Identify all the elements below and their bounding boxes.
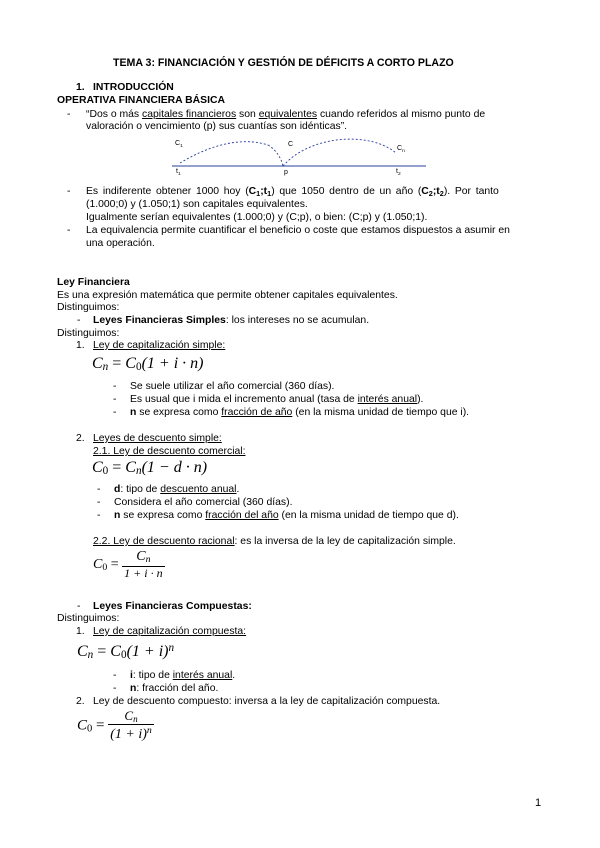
bullet-dash: - (113, 394, 117, 405)
bullet-dash: - (77, 315, 81, 326)
diagram-label-cn: $C_n$ (397, 145, 405, 154)
diagram-label-t1: $t_1$ (176, 168, 181, 177)
page-number: 1 (535, 797, 542, 809)
distinguimos-label: Distinguimos: (57, 613, 120, 624)
equivalence-use-line2: una operación. (86, 238, 155, 249)
cc-note-2: n: fracción del año. (130, 683, 219, 694)
list-number: 1. (76, 340, 85, 351)
bullet-dash: - (113, 670, 117, 681)
equivalence-use-line1: La equivalencia permite cuantificar el beneficio o coste que estamos dispuestos a asumir en (86, 225, 510, 236)
descuento-compuesto-heading: Ley de descuento compuesto: inversa a la ley de capitalización compuesta. (93, 696, 441, 707)
descuento-comercial-heading: 2.1. Ley de descuento comercial: (93, 446, 246, 457)
dc-note-1: d: tipo de descuento anual. (114, 484, 240, 495)
curve-to-p (268, 145, 283, 166)
bullet-dash: - (113, 381, 117, 392)
dc-note-3: n se expresa como fracción del año (en la misma unidad de tiempo que d). (114, 510, 459, 521)
capitalizacion-compuesta-heading: Ley de capitalización compuesta: (93, 626, 247, 637)
bullet-dash: - (67, 225, 71, 236)
equivalence-diagram (170, 135, 430, 180)
descuento-racional-heading: 2.2. Ley de descuento racional: es la inversa de la ley de capitalización simple. (93, 536, 456, 547)
list-number: 2. (76, 433, 85, 444)
ley-financiera-definition: Es una expresión matemática que permite obtener capitales equivalentes. (57, 290, 398, 301)
bullet-dash: - (97, 510, 101, 521)
bullet-dash: - (67, 109, 71, 120)
leyes-compuestas-item: Leyes Financieras Compuestas: (93, 601, 252, 612)
formula-descuento-compuesto: $C_0$ = $\frac{C_n}{(1 + i)^n}$ (77, 708, 152, 742)
bullet-dash: - (113, 683, 117, 694)
cc-note-1: i: tipo de interés anual. (130, 670, 236, 681)
indifference-example-line2: (1.000;0) y (1.050;1) son capitales equivalentes. (86, 199, 308, 210)
curve-right (283, 139, 396, 166)
ley-financiera-heading: Ley Financiera (57, 277, 130, 288)
bullet-dash: - (97, 497, 101, 508)
formula-descuento-racional: $C_0$ = $\frac{C_n}{1 + i \cdot n}$ (93, 549, 163, 580)
curve-left (180, 142, 268, 163)
capitalizacion-simple-heading: Ley de capitalización simple: (93, 340, 226, 351)
bullet-dash: - (67, 186, 71, 197)
distinguimos-label: Distinguimos: (57, 302, 120, 313)
dc-note-2: Considera el año comercial (360 días). (114, 497, 293, 508)
leyes-simples-item: Leyes Financieras Simples: los intereses no se acumulan. (93, 315, 370, 326)
list-number: 2. (76, 696, 85, 707)
diagram-label-c: C (288, 141, 294, 148)
diagram-label-p: p (284, 169, 288, 176)
equivalence-definition-line1: “Dos o más capitales financieros son equivalentes cuando referidos al mismo punto de (86, 109, 486, 120)
indifference-example-line3: Igualmente serían equivalentes (1.000;0) y (C;p), o bien: (C;p) y (1.050;1). (86, 212, 428, 223)
section-number: 1. (76, 82, 85, 93)
cs-note-3: n se expresa como fracción de año (en la misma unidad de tiempo que i). (130, 407, 470, 418)
formula-capitalizacion-compuesta: $C_n = C_0(1 + i)^n$ (77, 642, 175, 661)
bullet-dash: - (97, 484, 101, 495)
section-heading: INTRODUCCIÓN (93, 82, 174, 93)
diagram-label-t2: $t_2$ (396, 168, 401, 177)
diagram-label-c1: $C_1$ (175, 140, 183, 149)
bullet-dash: - (113, 407, 117, 418)
formula-capitalizacion-simple: $C_n = C_0(1 + i \cdot n)$ (92, 355, 204, 373)
page-title: TEMA 3: FINANCIACIÓN Y GESTIÓN DE DÉFICITS A CORTO PLAZO (113, 57, 454, 69)
distinguimos-label: Distinguimos: (57, 328, 120, 339)
subsection-heading: OPERATIVA FINANCIERA BÁSICA (57, 95, 225, 106)
cs-note-2: Es usual que i mida el incremento anual (tasa de interés anual). (130, 394, 424, 405)
indifference-example-line1: Es indiferente obtener 1000 hoy $(C_1;t_1)$ que 1050 dentro de un año $(C_2;t_2)$. Por tanto (86, 186, 499, 198)
formula-descuento-comercial: $C_0 = C_n(1 - d \cdot n)$ (92, 459, 208, 477)
list-number: 1. (76, 626, 85, 637)
equivalence-definition-line2: valoración o vencimiento (p) sus cuantías son idénticas”. (86, 121, 348, 132)
descuento-simple-heading: Leyes de descuento simple: (93, 433, 222, 444)
cs-note-1: Se suele utilizar el año comercial (360 días). (130, 381, 335, 392)
bullet-dash: - (77, 601, 81, 612)
